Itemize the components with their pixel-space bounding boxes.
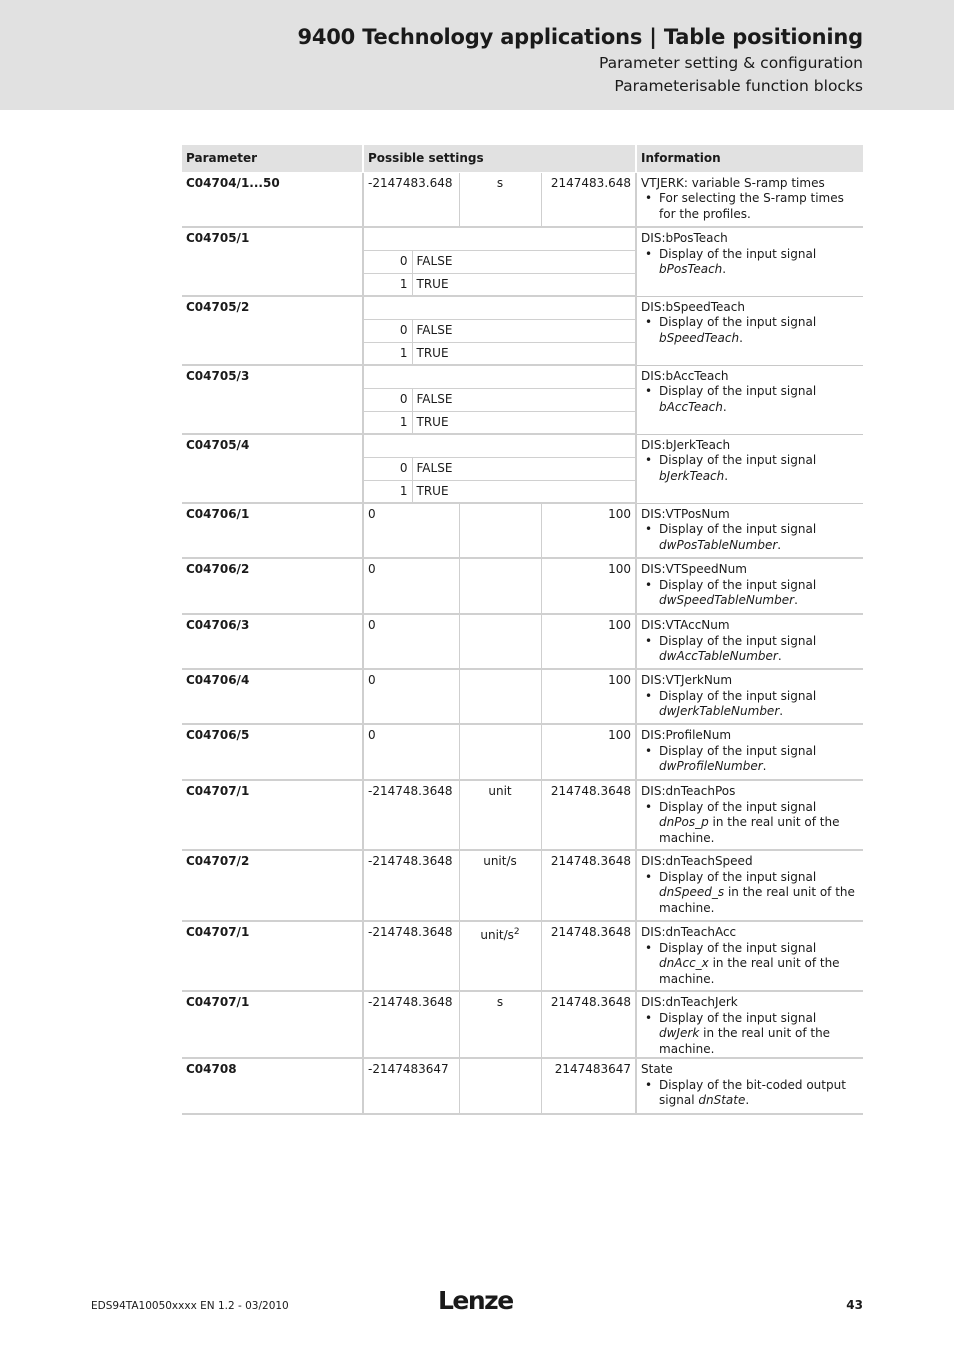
option-value: 1 [363,273,412,296]
info-cell [636,558,863,614]
bullet-suffix: . [779,704,784,718]
signal-name: bSpeedTeach [659,330,740,345]
table-header-row [182,145,863,172]
unit-cell [459,669,541,724]
signal-name: bPosTeach [659,262,723,276]
bullet-suffix: in the real unit of the machine. [659,885,855,915]
parameter-code: C04706/4 [182,669,363,724]
option-value: 0 [363,388,412,411]
info-cell [636,296,863,365]
min-value: 0 [363,614,459,669]
unit-superscript: 2 [513,927,520,937]
signal-name: dwJerk [659,1026,700,1040]
signal-name: dnPos_p [659,815,709,829]
parameter-code: C04705/4 [182,434,363,503]
info-title: DIS:VTJerkNum [641,673,733,687]
bullet-text: Display of the input signal [659,453,817,467]
max-value: 100 [541,724,636,780]
max-value: 100 [541,503,636,558]
option-label: FALSE [412,457,636,480]
info-title: DIS:ProfileNum [641,728,732,742]
info-bullet [641,1011,859,1058]
bullet-icon: • [645,1077,653,1092]
bullet-suffix: in the real unit of the machine. [659,1026,831,1056]
info-bullet [641,800,859,847]
bullet-icon: • [645,453,653,467]
info-cell [636,724,863,780]
signal-name: dwAccTableNumber [659,649,778,663]
bullet-icon: • [645,577,653,592]
parameter-code: C04706/3 [182,614,363,669]
option-label: TRUE [412,411,636,434]
bullet-text: Display of the input signal [659,633,817,648]
info-title: DIS:VTAccNum [641,618,730,632]
parameter-code: C04707/2 [182,850,363,921]
parameter-code: C04706/2 [182,558,363,614]
table-row [182,172,863,227]
table-row [182,503,863,558]
table-row [182,1058,863,1114]
info-bullet [641,689,859,720]
bullet-icon: • [645,191,653,205]
info-bullet [641,578,859,609]
option-label: TRUE [412,480,636,503]
signal-name: bAccTeach [659,399,723,414]
option-label: TRUE [412,342,636,365]
bullet-icon: • [645,1010,653,1025]
signal-name: dnState [698,1093,746,1107]
option-value: 1 [363,411,412,434]
bullet-text: Display of the input signal [659,869,817,884]
info-bullet [641,744,859,775]
parameter-code: C04705/3 [182,365,363,434]
unit-cell [459,850,541,921]
table-row [182,558,863,614]
bullet-text: For selecting the S-ramp times for the profiles. [659,191,844,221]
document-id: EDS94TA10050xxxx EN 1.2 - 03/2010 [91,1300,289,1312]
column-header-settings: Possible settings [363,145,636,172]
info-bullet [641,941,859,988]
info-bullet [641,384,859,415]
bullet-text: Display of the input signal [659,940,817,955]
bullet-icon: • [645,688,653,703]
option-value: 0 [363,250,412,273]
parameter-table [182,145,863,1115]
info-title: DIS:dnTeachPos [641,784,736,798]
parameter-code: C04707/1 [182,921,363,991]
setting-blank [363,365,636,388]
info-cell [636,850,863,921]
table-row [182,991,863,1058]
unit-cell [459,172,541,227]
min-value: 0 [363,503,459,558]
bullet-icon: • [645,940,653,955]
info-cell [636,780,863,850]
info-title: DIS:bJerkTeach [641,437,731,452]
table-row [182,850,863,921]
info-bullet [641,315,859,346]
info-title: DIS:bSpeedTeach [641,299,745,314]
bullet-text: Display of the input signal [659,315,817,329]
bullet-suffix: . [794,593,798,607]
info-title: DIS:VTPosNum [641,506,730,521]
info-cell [636,172,863,227]
unit-text: s [496,175,504,190]
bullet-text: Display of the input signal [659,577,817,592]
info-cell [636,503,863,558]
bullet-suffix: . [722,399,727,414]
info-bullet [641,453,859,484]
min-value: -2147483647 [363,1058,459,1114]
min-value: 0 [363,724,459,780]
min-value: -214748.3648 [363,921,459,991]
max-value: 100 [541,669,636,724]
info-bullet [641,870,859,917]
bullet-text: Display of the input signal [659,384,817,398]
bullet-text: Display of the input signal [659,743,817,758]
section-subtitle: Parameter setting & configuration [598,54,863,72]
min-value: -214748.3648 [363,991,459,1058]
signal-name: dwProfileNumber [659,759,763,773]
info-title: VTJERK: variable S-ramp times [641,175,825,190]
max-value: 2147483.648 [541,172,636,227]
info-cell [636,227,863,296]
info-bullet [641,634,859,665]
min-value: -214748.3648 [363,850,459,921]
table-row [182,434,863,457]
table-row [182,365,863,388]
max-value: 214748.3648 [541,780,636,850]
bullet-icon: • [645,384,653,398]
parameter-code: C04705/2 [182,296,363,365]
column-header-parameter: Parameter [182,145,363,172]
unit-cell [459,614,541,669]
table-row [182,921,863,991]
unit-text: unit [488,784,512,798]
info-title: DIS:dnTeachAcc [641,925,737,939]
max-value: 2147483647 [541,1058,636,1114]
table-row [182,614,863,669]
info-title: DIS:dnTeachSpeed [641,854,753,868]
page-title: 9400 Technology applications | Table positioning [297,25,863,49]
option-label: FALSE [412,250,636,273]
unit-cell [459,1058,541,1114]
bullet-icon: • [645,522,653,536]
bullet-suffix: . [745,1093,750,1107]
setting-blank [363,434,636,457]
bullet-suffix: . [777,649,782,663]
info-cell [636,669,863,724]
parameter-code: C04705/1 [182,227,363,296]
info-cell [636,365,863,434]
bullet-icon: • [645,246,653,261]
page-number: 43 [846,1298,863,1312]
bullet-icon: • [645,799,653,814]
info-title: DIS:bAccTeach [641,368,729,383]
table-row [182,724,863,780]
table-row [182,780,863,850]
bullet-suffix: in the real unit of the machine. [659,815,840,845]
parameter-code: C04706/1 [182,503,363,558]
signal-name: dwJerkTableNumber [659,704,780,718]
signal-name: dnSpeed_s [659,885,725,899]
bullet-icon: • [645,869,653,884]
table-row [182,669,863,724]
min-value: 0 [363,669,459,724]
unit-cell [459,724,541,780]
parameter-code: C04706/5 [182,724,363,780]
unit-text: unit/s [483,854,517,868]
info-cell [636,991,863,1058]
bullet-text: Display of the input signal [659,688,817,703]
column-header-information: Information [636,145,863,172]
info-cell [636,614,863,669]
table-row [182,296,863,319]
page-header [0,0,954,110]
max-value: 214748.3648 [541,991,636,1058]
bullet-icon: • [645,633,653,648]
info-cell [636,434,863,503]
table-row [182,227,863,250]
unit-cell [459,780,541,850]
info-cell [636,1058,863,1114]
bullet-suffix: . [762,759,767,773]
bullet-icon: • [645,315,653,329]
info-title: DIS:bPosTeach [641,231,728,245]
info-bullet [641,191,859,222]
parameter-code: C04708 [182,1058,363,1114]
min-value: 0 [363,558,459,614]
info-title: DIS:dnTeachJerk [641,995,738,1009]
parameter-code: C04707/1 [182,780,363,850]
signal-name: dwPosTableNumber [659,537,778,552]
option-value: 0 [363,319,412,342]
max-value: 214748.3648 [541,850,636,921]
setting-blank [363,296,636,319]
unit-cell [459,921,541,991]
unit-text: s [496,995,504,1009]
setting-blank [363,227,636,250]
max-value: 100 [541,558,636,614]
bullet-text: Display of the input signal [659,522,817,536]
parameter-code: C04704/1...50 [182,172,363,227]
option-value: 1 [363,342,412,365]
option-label: FALSE [412,319,636,342]
min-value: -214748.3648 [363,780,459,850]
option-value: 1 [363,480,412,503]
info-cell [636,921,863,991]
unit-cell [459,558,541,614]
subsection-subtitle: Parameterisable function blocks [614,77,863,95]
unit-text: unit/s [480,928,514,942]
signal-name: dnAcc_x [659,956,709,970]
lenze-logo: Lenze [438,1286,513,1315]
bullet-icon: • [645,743,653,758]
option-label: FALSE [412,388,636,411]
bullet-suffix: . [724,468,729,483]
bullet-suffix: . [777,537,782,552]
info-bullet [641,247,859,278]
signal-name: bJerkTeach [659,468,725,483]
bullet-suffix: in the real unit of the machine. [659,956,840,986]
signal-name: dwSpeedTableNumber [659,593,795,607]
unit-cell [459,503,541,558]
bullet-text: Display of the input signal [659,799,817,814]
unit-cell [459,991,541,1058]
bullet-text: Display of the bit-coded output signal [659,1077,846,1107]
option-label: TRUE [412,273,636,296]
min-value: -2147483.648 [363,172,459,227]
info-bullet [641,1078,859,1109]
info-title: DIS:VTSpeedNum [641,562,747,576]
info-bullet [641,522,859,553]
option-value: 0 [363,457,412,480]
info-title: State [641,1062,673,1076]
bullet-text: Display of the input signal [659,246,817,261]
max-value: 214748.3648 [541,921,636,991]
bullet-suffix: . [739,330,743,345]
bullet-suffix: . [722,262,727,276]
max-value: 100 [541,614,636,669]
bullet-text: Display of the input signal [659,1010,817,1025]
parameter-code: C04707/1 [182,991,363,1058]
